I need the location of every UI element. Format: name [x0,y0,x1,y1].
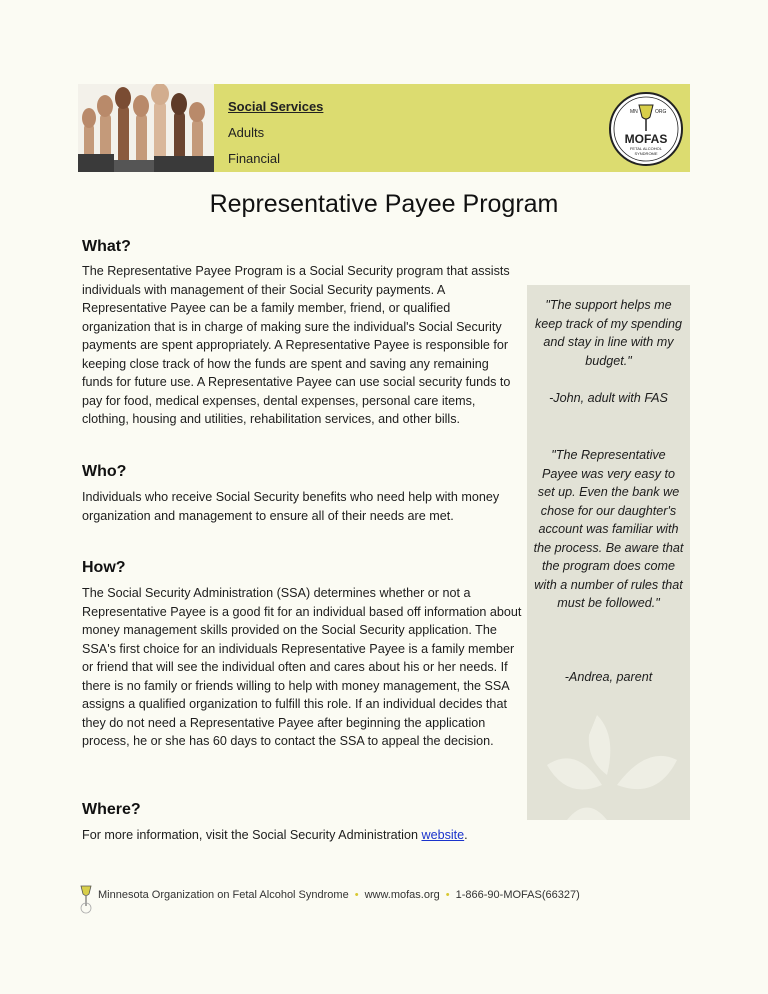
footer-phone: 1-866-90-MOFAS(66327) [455,889,580,901]
footer-org: Minnesota Organization on Fetal Alcohol Syndrome [98,889,349,901]
wine-glass-icon [78,884,94,914]
footer [78,884,698,916]
link-financial[interactable]: Financial [228,151,281,166]
where-body-end: . [464,828,468,842]
footer-separator: • [445,889,450,901]
quote-john: "The support helps me keep track of my spending and stay in line with my budget." [534,298,682,368]
testimonial-sidebar [527,285,690,820]
mofas-logo [608,91,684,167]
footer-separator: • [354,889,359,901]
what-body: The Representative Payee Program is a Social Security program that assists individuals with management of their Social Security payments. A Representative Payee can be a family member, friend, or qualified organization that is in charge of making sure the individual's Social Security payments are spent appropriately. A Representative Payee is responsible for keeping close track of how the funds are spent and saving any remaining funds for future use. A Representative Payee can use social security funds to pay for food, medical expenses, dental expenses, personal care items, clothing, housing and utilities, rehabilitation services, and other bills. [82,264,511,426]
svg-text:MOFAS: MOFAS [624,132,668,146]
how-body: The Social Security Administration (SSA) determines whether or not a Representative Payee is a good fit for an individual based off information about money management skills provided on the Social Security application. The SSA's first choice for an individuals Representative Payee is a family member or friend that will see the individual often and cares about his or her needs. If there is no family or friends willing to help with money management, the SSA assigns a qualified organization to fulfill this role. If an individual decides that they do not need a Representative Payee after beginning the application process, he or she has 60 days to contact the SSA to appeal the decision. [82,586,522,748]
leaf-decoration [527,705,690,820]
footer-site[interactable]: www.mofas.org [364,889,440,901]
svg-text:SYNDROME: SYNDROME [634,151,658,156]
svg-text:MN: MN [630,109,638,115]
link-social-services[interactable]: Social Services [228,99,324,114]
where-heading: Where? [82,801,141,818]
page-title: Representative Payee Program [209,190,559,218]
attribution-john: -John, adult with FAS [549,391,668,405]
what-heading: What? [82,238,131,255]
header-banner [78,84,690,172]
who-heading: Who? [82,463,127,480]
svg-text:FETAL ALCOHOL: FETAL ALCOHOL [629,146,663,151]
where-body-text: For more information, visit the Social Security Administration [82,828,422,842]
where-body [82,826,522,845]
raised-hands-photo [78,84,214,172]
who-body: Individuals who receive Social Security benefits who need help with money organization and management to ensure all of their needs are met. [82,490,500,523]
link-adults[interactable]: Adults [228,125,265,140]
category-links [228,94,323,172]
website-link[interactable]: website [421,828,465,842]
footer-contact [98,889,580,901]
how-heading: How? [82,559,126,576]
quote-andrea: "The Representative Payee was very easy to set up. Even the bank we chose for our daughter's account was familiar with the process. Be aware that the program does come with a number of rules that must be followed." [533,448,684,610]
svg-text:ORG: ORG [655,109,667,115]
attribution-andrea: -Andrea, parent [564,670,653,684]
